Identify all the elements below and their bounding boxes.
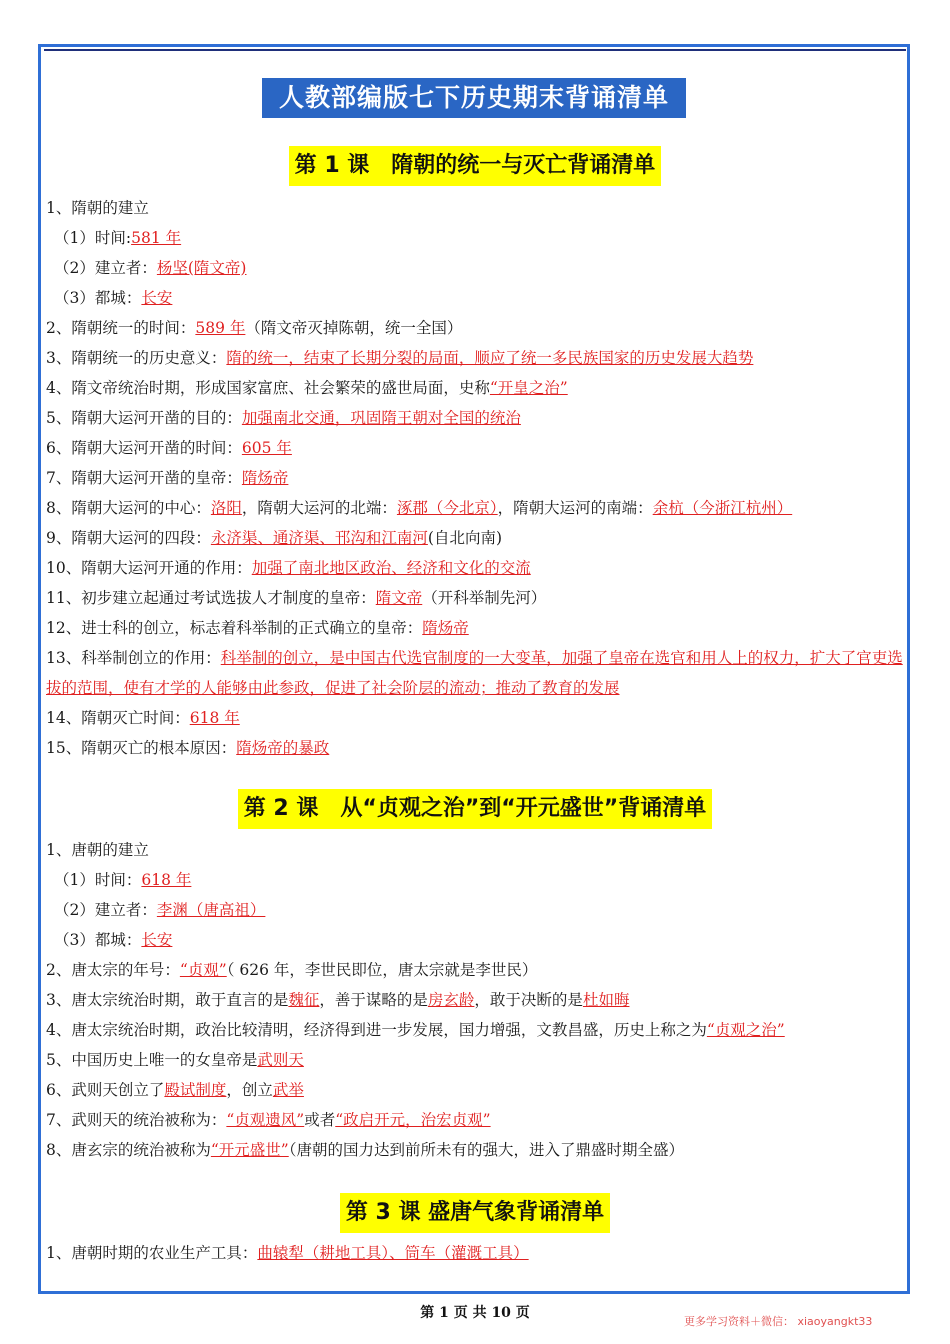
answer: 605 年: [241, 439, 292, 457]
lesson-1-content: [46, 193, 906, 763]
list-item: 5、中国历史上唯一的女皇帝是武则天: [46, 1051, 304, 1069]
list-item: （2）建立者：李渊（唐高祖）: [54, 901, 266, 919]
list-item: 7、武则天的统治被称为：“贞观遗风”或者“政启开元，治宏贞观”: [46, 1111, 491, 1129]
lesson-3-content: [46, 1238, 906, 1268]
list-item: 1、唐朝的建立: [46, 841, 149, 859]
answer: 589 年: [195, 319, 246, 337]
document-title: 人教部编版七下历史期末背诵清单: [262, 78, 686, 118]
list-item: 1、唐朝时期的农业生产工具：曲辕犁（耕地工具）、筒车（灌溉工具）: [46, 1244, 529, 1262]
list-item: 3、唐太宗统治时期，敢于直言的是魏征，善于谋略的是房玄龄，敢于决断的是杜如晦: [46, 991, 630, 1009]
answer: 曲辕犁（耕地工具）、筒车（灌溉工具）: [257, 1244, 529, 1262]
list-item: 4、隋文帝统治时期，形成国家富庶、社会繁荣的盛世局面，史称“开皇之治”: [46, 379, 568, 397]
list-item: 3、隋朝统一的历史意义：隋的统一，结束了长期分裂的局面，顺应了统一多民族国家的历史发展大趋势: [46, 349, 754, 367]
page-number: 第 1 页 共 10 页: [420, 1305, 530, 1321]
list-item: 11、初步建立起通过考试选拔人才制度的皇帝：隋文帝（开科举制先河）: [46, 589, 547, 607]
answer: “开元盛世”: [210, 1141, 289, 1159]
list-item: 9、隋朝大运河的四段：永济渠、通济渠、邗沟和江南河(自北向南): [46, 529, 502, 547]
list-item: 5、隋朝大运河开凿的目的：加强南北交通，巩固隋王朝对全国的统治: [46, 409, 521, 427]
list-item: 2、隋朝统一的时间：589 年（隋文帝灭掉陈朝，统一全国）: [46, 319, 463, 337]
list-item: 13、科举制创立的作用：科举制的创立，是中国古代选官制度的一大变革，加强了皇帝在选官和用人上的权力，扩大了官吏选拔的范围，使有才学的人能够由此参政，促进了社会阶层的流动；推动了教育的发展: [46, 649, 903, 697]
answer: 武则天: [257, 1051, 304, 1069]
answer: “贞观之治”: [706, 1021, 785, 1039]
answer: 隋炀帝: [241, 469, 289, 487]
lesson-2-heading-wrap: [0, 789, 950, 829]
answer: “政启开元，治宏贞观”: [335, 1111, 491, 1129]
list-item: 10、隋朝大运河开通的作用：加强了南北地区政治、经济和文化的交流: [46, 559, 531, 577]
answer: 杜如晦: [582, 991, 630, 1009]
watermark: 更多学习资料＋微信： xiaoyangkt33: [684, 1315, 873, 1328]
answer: 618 年: [189, 709, 240, 727]
answer: 加强了南北地区政治、经济和文化的交流: [251, 559, 531, 577]
answer: 隋文帝: [375, 589, 423, 607]
answer: 殿试制度: [164, 1081, 227, 1099]
answer: 余杭（今浙江杭州）: [652, 499, 793, 517]
lesson-2-heading: 第 2 课 从“贞观之治”到“开元盛世”背诵清单: [238, 789, 712, 829]
list-item: 12、进士科的创立，标志着科举制的正式确立的皇帝：隋炀帝: [46, 619, 469, 637]
list-item: 6、隋朝大运河开凿的时间：605 年: [46, 439, 292, 457]
answer: 581 年: [131, 229, 182, 247]
lesson-2-content: [46, 835, 906, 1165]
answer: “贞观”: [179, 961, 227, 979]
list-item: 15、隋朝灭亡的根本原因：隋炀帝的暴政: [46, 739, 330, 757]
answer: 隋的统一，结束了长期分裂的局面，顺应了统一多民族国家的历史发展大趋势: [226, 349, 754, 367]
answer: 武举: [272, 1081, 304, 1099]
answer: 长安: [141, 931, 173, 949]
answer: “贞观遗风”: [226, 1111, 305, 1129]
answer: 隋炀帝: [422, 619, 469, 637]
answer: 涿郡（今北京）: [396, 499, 498, 517]
answer: 科举制的创立，是中国古代选官制度的一大变革，加强了皇帝在选官和用人上的权力，扩大了官吏选拔的范围，使有才学的人能够由此参政，促进了社会阶层的流动；推动了教育的发展: [46, 649, 903, 697]
answer: 魏征: [288, 991, 320, 1009]
answer: 李渊（唐高祖）: [156, 901, 266, 919]
list-item: 14、隋朝灭亡时间：618 年: [46, 709, 240, 727]
answer: 长安: [141, 289, 173, 307]
list-item: （3）都城：长安: [54, 931, 173, 949]
list-item: 4、唐太宗统治时期，政治比较清明，经济得到进一步发展，国力增强，文教昌盛，历史上称之为“贞观之治”: [46, 1021, 785, 1039]
list-item: （1）时间:581 年: [54, 229, 182, 247]
lesson-3-heading-wrap: [0, 1193, 950, 1233]
lesson-3-heading: 第 3 课 盛唐气象背诵清单: [340, 1193, 610, 1233]
page-frame-top-rule: [44, 49, 906, 51]
list-item: 2、唐太宗的年号：“贞观”（ 626 年，李世民即位，唐太宗就是李世民）: [46, 961, 538, 979]
answer: 加强南北交通，巩固隋王朝对全国的统治: [241, 409, 521, 427]
list-item: 8、唐玄宗的统治被称为“开元盛世”（唐朝的国力达到前所未有的强大，进入了鼎盛时期全盛）: [46, 1141, 684, 1159]
list-item: （2）建立者：杨坚(隋文帝): [54, 259, 247, 277]
lesson-1-heading: 第 1 课 隋朝的统一与灭亡背诵清单: [289, 146, 662, 186]
list-item: 6、武则天创立了殿试制度，创立武举: [46, 1081, 304, 1099]
answer: 杨坚(隋文帝): [156, 259, 247, 277]
answer: 房玄龄: [427, 991, 475, 1009]
answer: 洛阳: [210, 499, 242, 517]
answer: “开皇之治”: [489, 379, 568, 397]
list-item: 7、隋朝大运河开凿的皇帝：隋炀帝: [46, 469, 289, 487]
answer: 618 年: [141, 871, 192, 889]
list-item: （1）时间：618 年: [54, 871, 192, 889]
lesson-1-heading-wrap: [0, 146, 950, 186]
list-item: （3）都城：长安: [54, 289, 173, 307]
list-item: 8、隋朝大运河的中心：洛阳，隋朝大运河的北端：涿郡（今北京），隋朝大运河的南端：余杭（今浙江杭州）: [46, 499, 793, 517]
answer: 隋炀帝的暴政: [236, 739, 330, 757]
answer: 永济渠、通济渠、邗沟和江南河: [210, 529, 428, 547]
list-item: 1、隋朝的建立: [46, 199, 149, 217]
